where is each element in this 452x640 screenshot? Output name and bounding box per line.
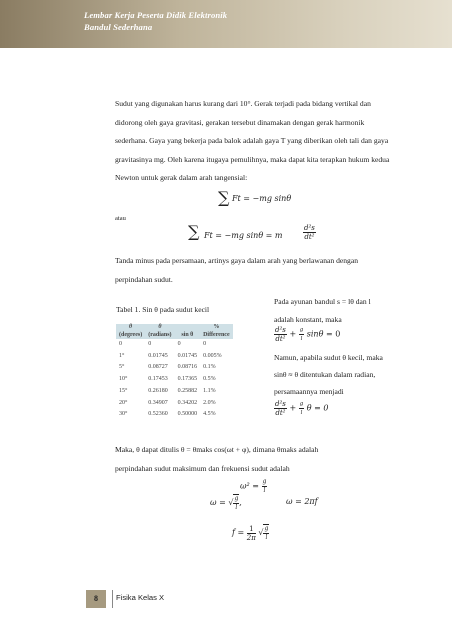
table-row: 15° 0.26180 0.25882 1.1% bbox=[119, 387, 216, 394]
paragraph-sign: Tanda minus pada persamaan, artinys gaya dalam arah yang berlawanan dengan perpindahan sudut. bbox=[115, 256, 358, 284]
footer-text: Fisika Kelas X bbox=[116, 593, 165, 602]
header-subtitle: Bandul Sederhana bbox=[84, 22, 153, 32]
equation-frequency: f = $\frac{1}{2\pi}$ √ $\frac{g}{l}$ bbox=[232, 524, 269, 542]
table-row: 1° 0.01745 0.01745 0.005% bbox=[119, 352, 222, 359]
paragraph-intro: Sudut yang digunakan harus kurang dari 10°. Gerak terjadi pada bidang vertikal dan didorong oleh gaya gravitasi, gerakan tersebut dinamakan dengan gerak harmonik sederhana. Gaya yang bekerja pada balok adalah gaya T yang diberikan oleh tali dan gaya gravitasinya mg. Oleh karena itugaya pemulihnya, maka dapat kita terapkan hukum kedua Newton untuk gerak dalam arah tangensial: bbox=[115, 99, 390, 183]
right-col-line3b: sinθ ≈ θ ditentukan dalam radian, bbox=[274, 370, 376, 379]
equation-3: $\frac{\text{d²s}}{\text{dt²}}$ + $\frac{g}{l}$ sinθ = 0 bbox=[275, 326, 341, 343]
right-col-line3c: persamaannya menjadi bbox=[274, 387, 344, 396]
paragraph-result-a: Maka, θ dapat ditulis θ = θmaks cos(ωt + φ), dimana θmaks adalah bbox=[115, 445, 319, 454]
page-header bbox=[0, 0, 452, 48]
table-caption: Tabel 1. Sin θ pada sudut kecil bbox=[116, 305, 210, 314]
table-header-row: θ θ % bbox=[116, 324, 233, 332]
equation-omega: ω = √ $\frac{g}{l}$ , bbox=[210, 495, 242, 511]
table-row: 30° 0.52360 0.50000 4.5% bbox=[119, 411, 216, 418]
equation-4: $\frac{\text{d²s}}{\text{dt²}}$ + $\frac{g}{l}$ θ = 0 bbox=[275, 400, 329, 417]
page-number: 8 bbox=[86, 590, 106, 608]
right-col-line1: Pada ayunan bandul s = lθ dan l bbox=[274, 297, 371, 306]
header-title: Lembar Kerja Peserta Didik Elektronik bbox=[84, 10, 228, 20]
table-row: 5° 0.08727 0.08716 0.1% bbox=[119, 364, 216, 371]
sin-table bbox=[116, 324, 233, 421]
footer-divider bbox=[112, 590, 113, 608]
table-row: 10° 0.17453 0.17365 0.5% bbox=[119, 376, 216, 383]
paragraph-result-b: perpindahan sudut maksimum dan frekuensi sudut adalah bbox=[115, 464, 290, 473]
atau-label: atau bbox=[115, 215, 126, 222]
right-col-line3a: Namun, apabila sudut θ kecil, maka bbox=[274, 353, 383, 362]
table-header-row: (degrees) (radians) sin θ Difference bbox=[116, 332, 233, 340]
equation-omega-f: ω = 2πf bbox=[286, 497, 318, 506]
right-col-line2: adalah konstant, maka bbox=[274, 315, 342, 324]
equation-omega-squared: ω² = $\frac{g}{l}$ bbox=[240, 478, 267, 494]
table-row: 20° 0.34907 0.34202 2.0% bbox=[119, 399, 216, 406]
table-row: 0 0 0 0 bbox=[119, 341, 207, 347]
